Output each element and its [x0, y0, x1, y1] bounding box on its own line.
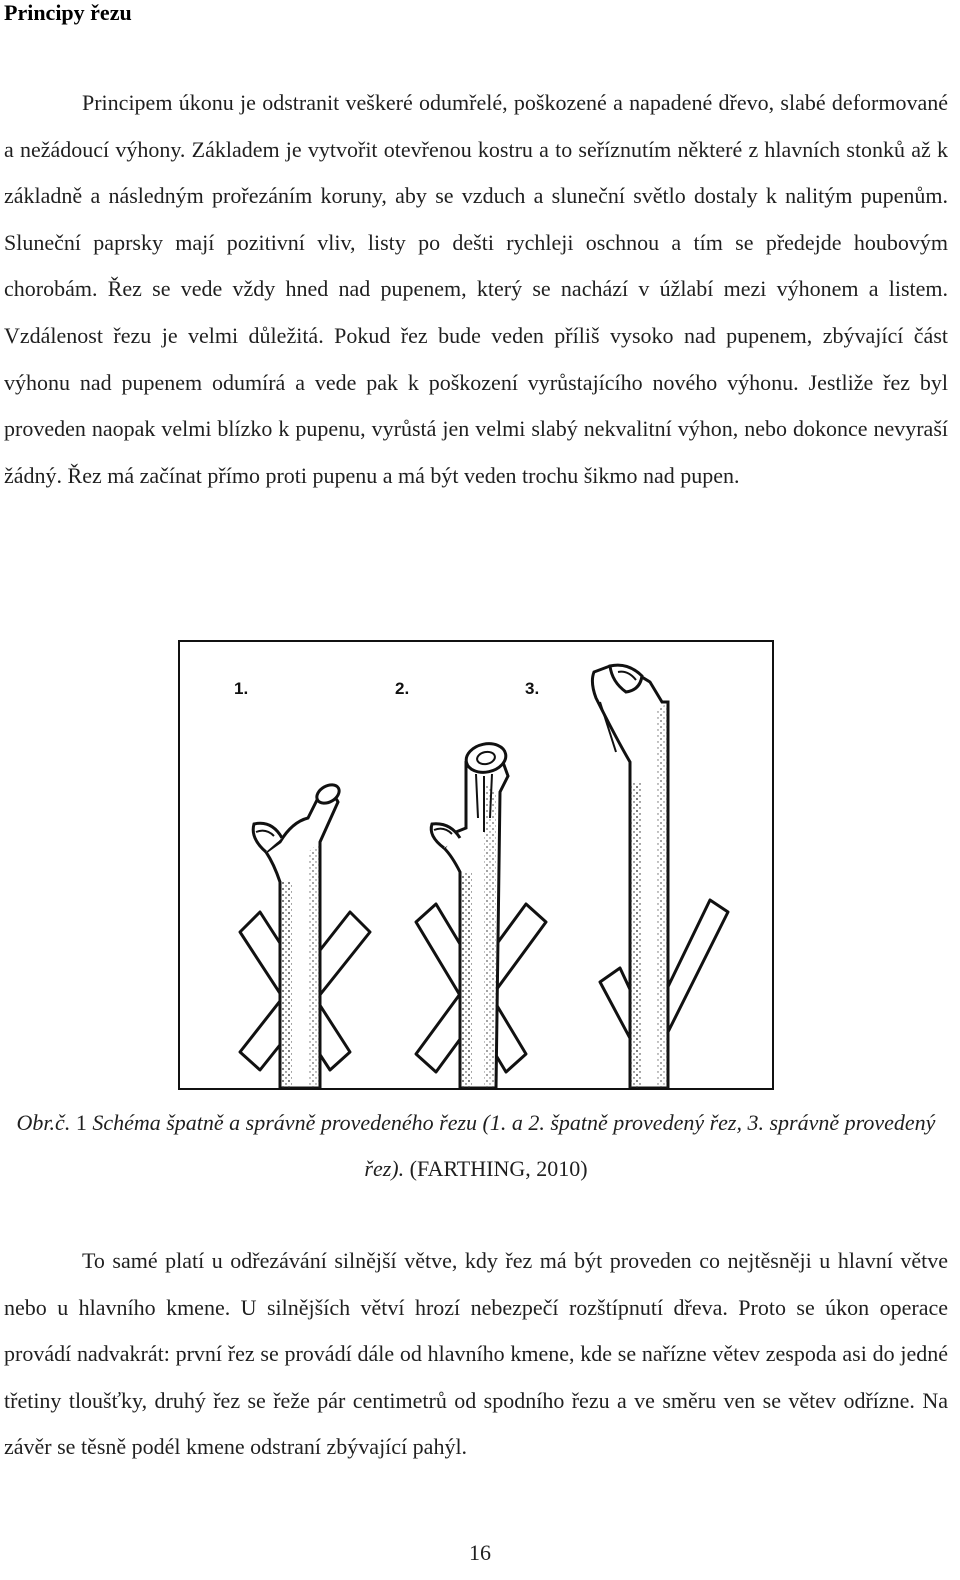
stem-3-correct-cut: [592, 665, 728, 1088]
figure-caption: [4, 1100, 948, 1192]
figure-label-3: 3.: [525, 679, 540, 698]
stem-2-cut-too-high: [416, 740, 546, 1088]
section-heading: Principy řezu: [4, 0, 132, 25]
figure-label-1: 1.: [234, 679, 249, 698]
pruning-cut-diagram: [178, 640, 774, 1090]
paragraph-thick-branches: To samé platí u odřezávání silnější větve, kdy řez má být proveden co nejtěsněji u hlavní větve nebo u hlavního kmene. U silnějších větví hrozí nebezpečí rozštípnutí dřeva. Proto se úkon operace provádí nadvakrát: první řez se provádí dále od hlavního kmene, kde se nařízne větev zespoda asi do jedné třetiny tloušťky, druhý řez se řeže pár centimetrů od spodního řezu a ve směru ven se větev odřízne. Na závěr se těsně podél kmene odstraní zbývající pahýl.: [4, 1248, 948, 1460]
paragraph-pruning-principles: Principem úkonu je odstranit veškeré odumřelé, poškozené a napadené dřevo, slabé deformované a nežádoucí výhony. Základem je vytvořit otevřenou kostru a to seříznutím některé z hlavních stonků až k základně a následným prořezáním koruny, aby se vzduch a sluneční světlo dostaly k nalitým pupenům. Sluneční paprsky mají pozitivní vliv, listy po dešti rychleji oschnou a tím se předejde houbovým chorobám. Řez se vede vždy hned nad pupenem, který se nachází v úžlabí mezi výhonem a listem. Vzdálenost řezu je velmi důležitá. Pokud řez bude veden příliš vysoko nad pupenem, zbývající část výhonu nad pupenem odumírá a vede pak k poškození vyrůstajícího nového výhonu. Jestliže řez byl proveden naopak velmi blízko k pupenu, vyrůstá jen velmi slabý nekvalitní výhon, nebo dokonce nevyraší žádný. Řez má začínat přímo proti pupenu a má být veden trochu šikmo nad pupen.: [4, 90, 948, 488]
stem-1-cut-too-close: [240, 781, 370, 1088]
caption-number: 1: [75, 1110, 87, 1135]
figure-label-2: 2.: [395, 679, 410, 698]
page-number: 16: [469, 1540, 491, 1565]
caption-text: Schéma špatně a správně provedeného řezu (1. a 2. špatně provedený řez, 3. správně provedený řez).: [92, 1110, 936, 1181]
caption-prefix: Obr.č.: [16, 1110, 71, 1135]
caption-source: (FARTHING, 2010): [409, 1156, 588, 1181]
